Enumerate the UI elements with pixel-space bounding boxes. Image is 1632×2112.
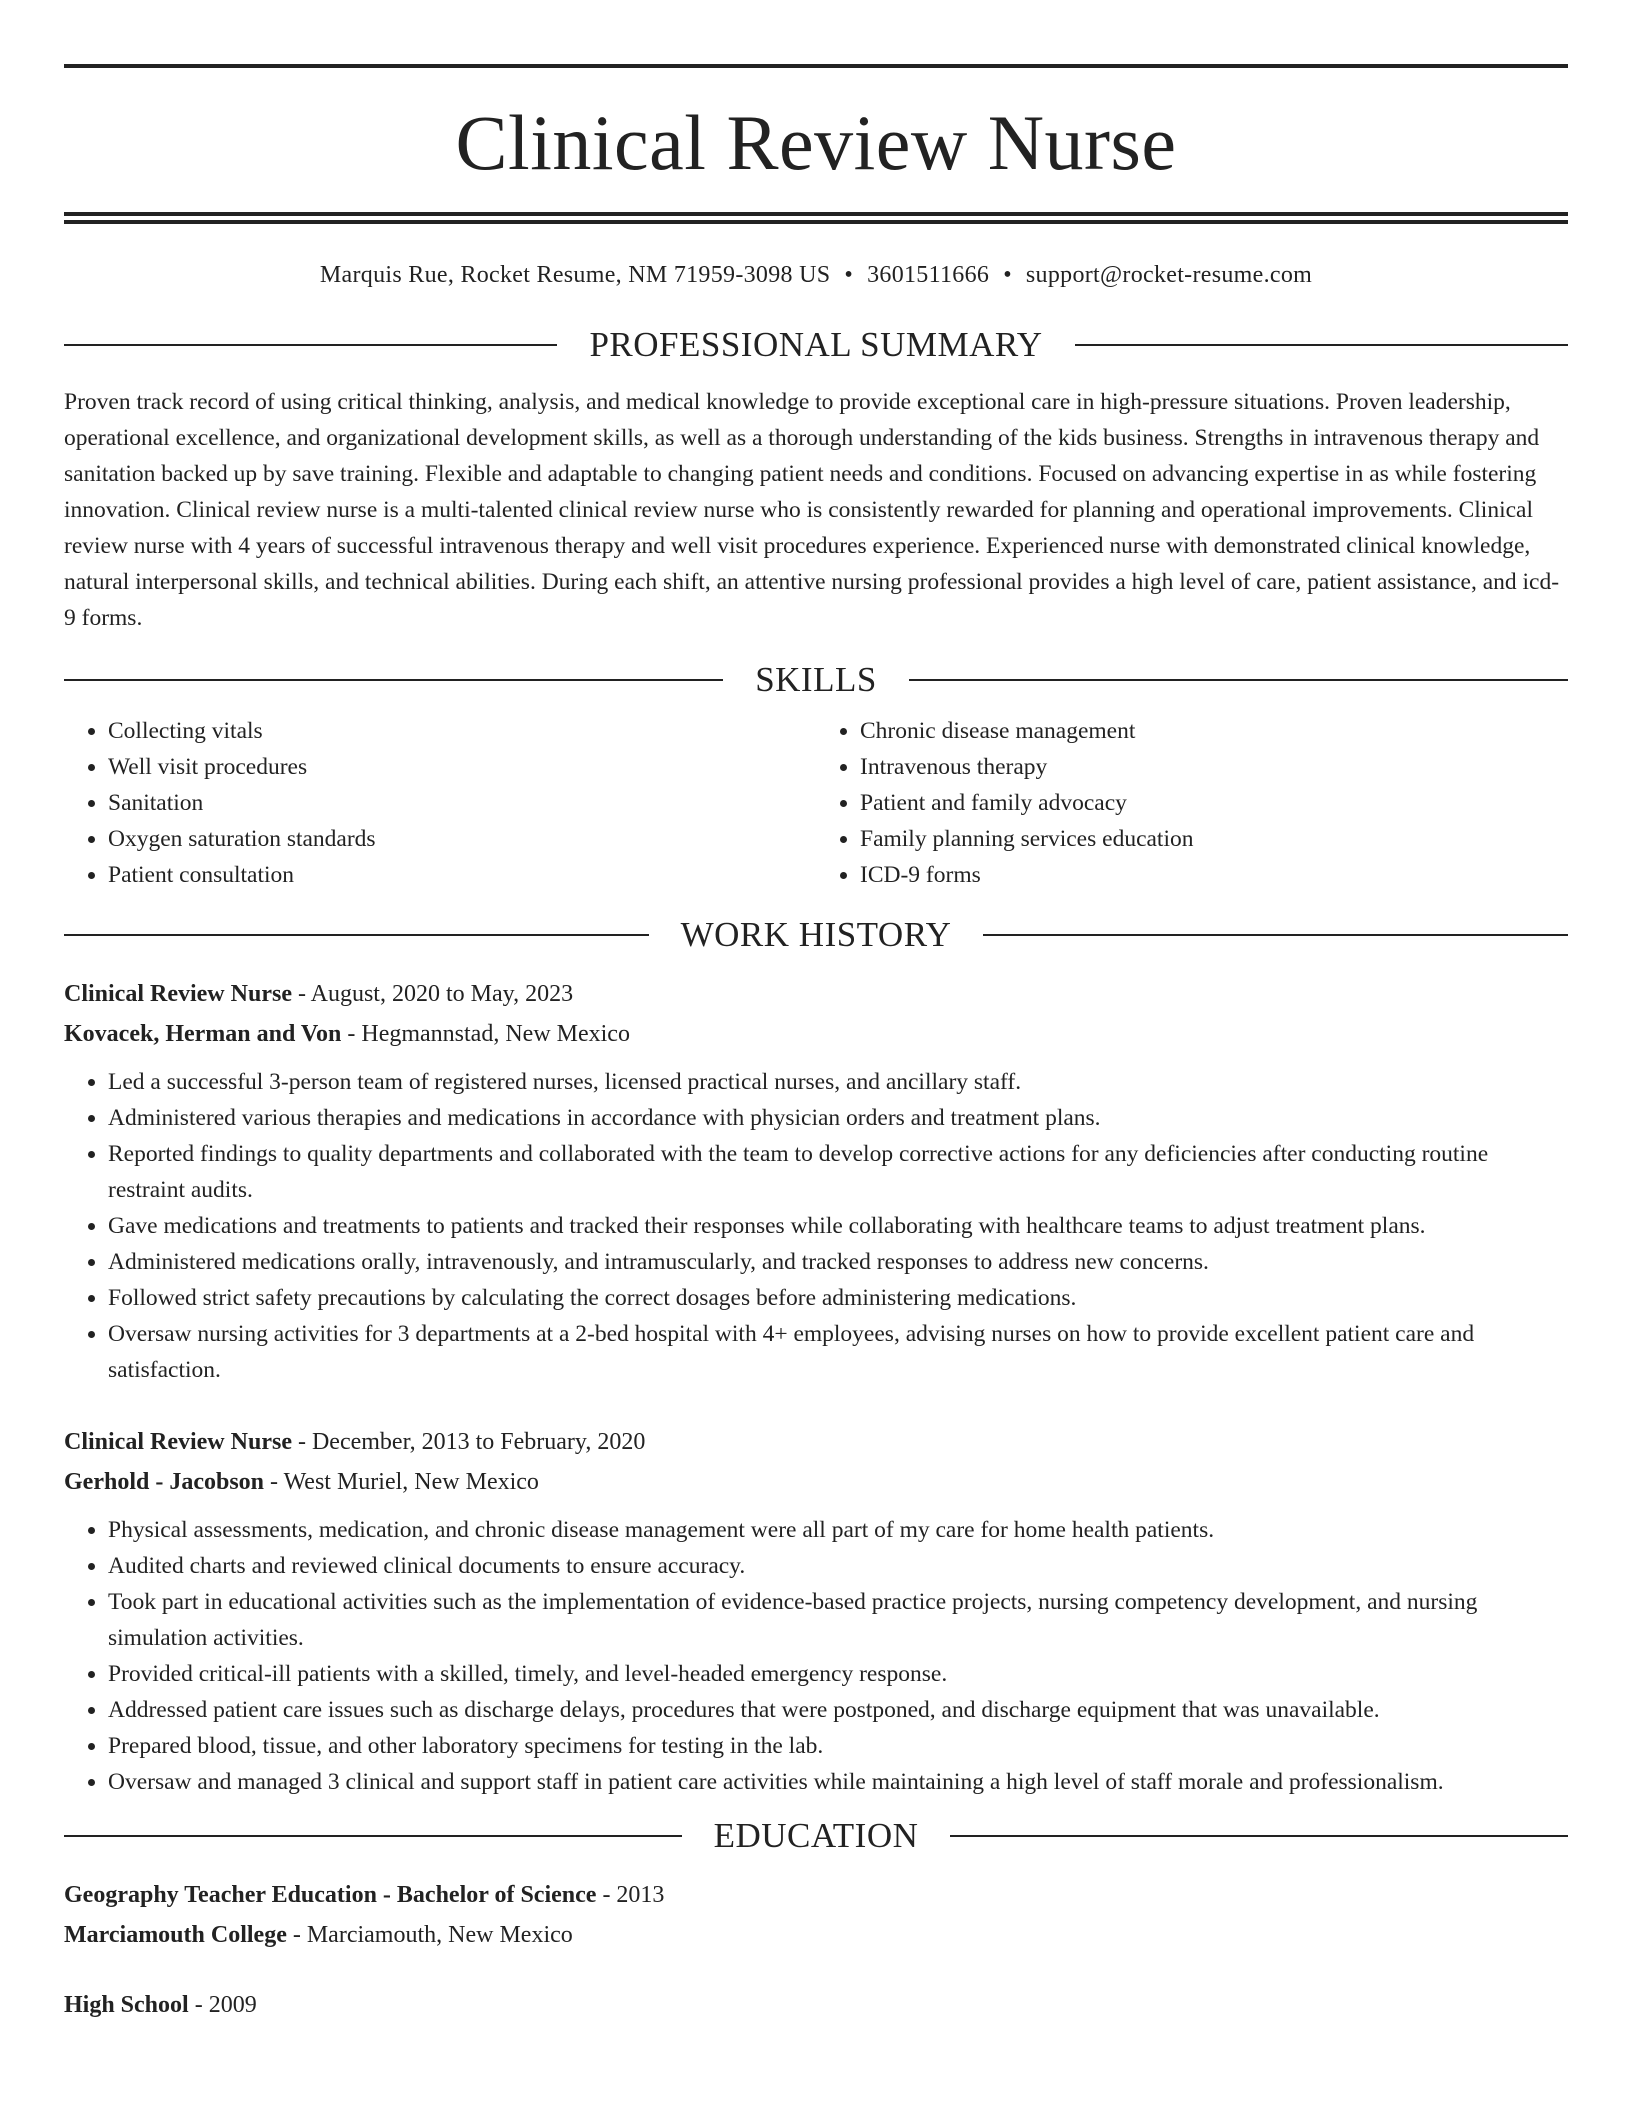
job-bullet: • Prepared blood, tissue, and other laboratory specimens for testing in the lab. [108,1728,1568,1764]
job-bullet: • Oversaw and managed 3 clinical and support staff in patient care activities while maintaining a high level of staff morale and professionalism. [108,1764,1568,1800]
job-bullets [64,1512,1568,1800]
job-bullet: • Administered various therapies and medications in accordance with physician orders and treatment plans. [108,1100,1568,1136]
job-bullet: • Addressed patient care issues such as discharge delays, procedures that were postponed, and discharge equipment that was unavailable. [108,1692,1568,1728]
heading-rule [64,344,557,346]
summary-paragraph: Proven track record of using critical thinking, analysis, and medical knowledge to provide exceptional care in high-pressure situations. Proven leadership, operational excellence, and organizational development skills, as well as a thorough understanding of the kids business. Strengths in intravenous therapy and sanitation backed up by save training. Flexible and adaptable to changing patient needs and conditions. Focused on advancing expertise in as while fostering innovation. Clinical review nurse is a multi-talented clinical review nurse who is consistently rewarded for planning and operational improvements. Clinical review nurse with 4 years of successful intravenous therapy and well visit procedures experience. Experienced nurse with demonstrated clinical knowledge, natural interpersonal skills, and technical abilities. During each shift, an attentive nursing professional provides a high level of care, patient assistance, and icd-9 forms. [64,389,1560,631]
education-section-heading [64,1818,1568,1853]
heading-rule [64,934,649,936]
job-role-line [64,974,1568,1014]
heading-rule [983,934,1568,936]
education-degree: Geography Teacher Education - Bachelor of Science [64,1882,597,1908]
education-entry [64,1985,1568,2025]
skills-section-heading [64,662,1568,697]
contact-email: support@rocket-resume.com [1025,262,1313,288]
skill-item: • Family planning services education [860,821,1568,857]
contact-separator: • [844,262,854,288]
job-bullet: • Provided critical-ill patients with a skilled, timely, and level-headed emergency response. [108,1656,1568,1692]
summary-heading-label: PROFESSIONAL SUMMARY [589,325,1043,364]
job-role: Clinical Review Nurse [64,981,292,1007]
work-heading-label: WORK HISTORY [680,915,952,954]
heading-rule [1075,344,1568,346]
job-bullet: • Audited charts and reviewed clinical documents to ensure accuracy. [108,1548,1568,1584]
job-role: Clinical Review Nurse [64,1429,292,1455]
job-entry [64,974,1568,1388]
job-bullet: • Led a successful 3-person team of registered nurses, licensed practical nurses, and ancillary staff. [108,1064,1568,1100]
job-bullet: • Gave medications and treatments to patients and tracked their responses while collaborating with healthcare teams to adjust treatment plans. [108,1208,1568,1244]
education-degree-line [64,1875,1568,1915]
skill-item: • Patient consultation [108,857,816,893]
education-degree-line [64,1985,1568,2025]
skill-item: • Chronic disease management [860,713,1568,749]
job-role-line [64,1422,1568,1462]
job-dates: - August, 2020 to May, 2023 [291,981,574,1007]
job-employer-line [64,1014,1568,1054]
skill-item: • Intravenous therapy [860,749,1568,785]
skills-column-right [816,713,1568,893]
job-employer: Gerhold - Jacobson [64,1469,265,1495]
contact-separator: • [1003,262,1012,288]
heading-rule [64,679,723,681]
heading-rule [64,1835,682,1837]
job-bullet: • Oversaw nursing activities for 3 departments at a 2-bed hospital with 4+ employees, advising nurses on how to provide excellent patient care and satisfaction. [108,1316,1568,1388]
job-employer-line [64,1462,1568,1502]
job-entry [64,1422,1568,1800]
job-bullet: • Took part in educational activities such as the implementation of evidence-based practice projects, nursing competency development, and nursing simulation activities. [108,1584,1568,1656]
job-dates: - December, 2013 to February, 2020 [291,1429,646,1455]
job-bullet: • Physical assessments, medication, and chronic disease management were all part of my care for home health patients. [108,1512,1568,1548]
education-year: - 2013 [596,1882,665,1908]
skill-item: • Well visit procedures [108,749,816,785]
education-heading-label: EDUCATION [713,1816,919,1855]
skills-list [64,713,1568,893]
job-bullet: • Reported findings to quality departments and collaborated with the team to develop corrective actions for any deficiencies after conducting routine restraint audits. [108,1136,1568,1208]
work-section-heading [64,917,1568,952]
education-degree: High School [64,1992,189,2018]
education-entry [64,1875,1568,1955]
contact-address: Marquis Rue, Rocket Resume, NM 71959-3098 US [319,262,831,288]
job-bullet: • Followed strict safety precautions by calculating the correct dosages before administering medications. [108,1280,1568,1316]
skill-item: • Oxygen saturation standards [108,821,816,857]
job-location: - Hegmannstad, New Mexico [341,1021,630,1047]
skills-heading-label: SKILLS [755,660,877,699]
skills-column-left [64,713,816,893]
heading-rule [950,1835,1568,1837]
title-double-rule [64,212,1568,224]
contact-line [64,262,1568,289]
education-year: - 2009 [188,1992,257,2018]
skill-item: • Sanitation [108,785,816,821]
education-location: - Marciamouth, New Mexico [286,1922,573,1948]
resume-title: Clinical Review Nurse [455,99,1177,186]
summary-section-heading [64,327,1568,362]
education-school-line [64,1915,1568,1955]
skill-item: • Collecting vitals [108,713,816,749]
contact-phone: 3601511666 [867,262,990,288]
job-bullets [64,1064,1568,1388]
job-bullet: • Administered medications orally, intravenously, and intramuscularly, and tracked responses to address new concerns. [108,1244,1568,1280]
skill-item: • ICD-9 forms [860,857,1568,893]
education-school: Marciamouth College [64,1922,287,1948]
skill-item: • Patient and family advocacy [860,785,1568,821]
job-employer: Kovacek, Herman and Von [64,1021,342,1047]
job-location: - West Muriel, New Mexico [264,1469,539,1495]
heading-rule [909,679,1568,681]
